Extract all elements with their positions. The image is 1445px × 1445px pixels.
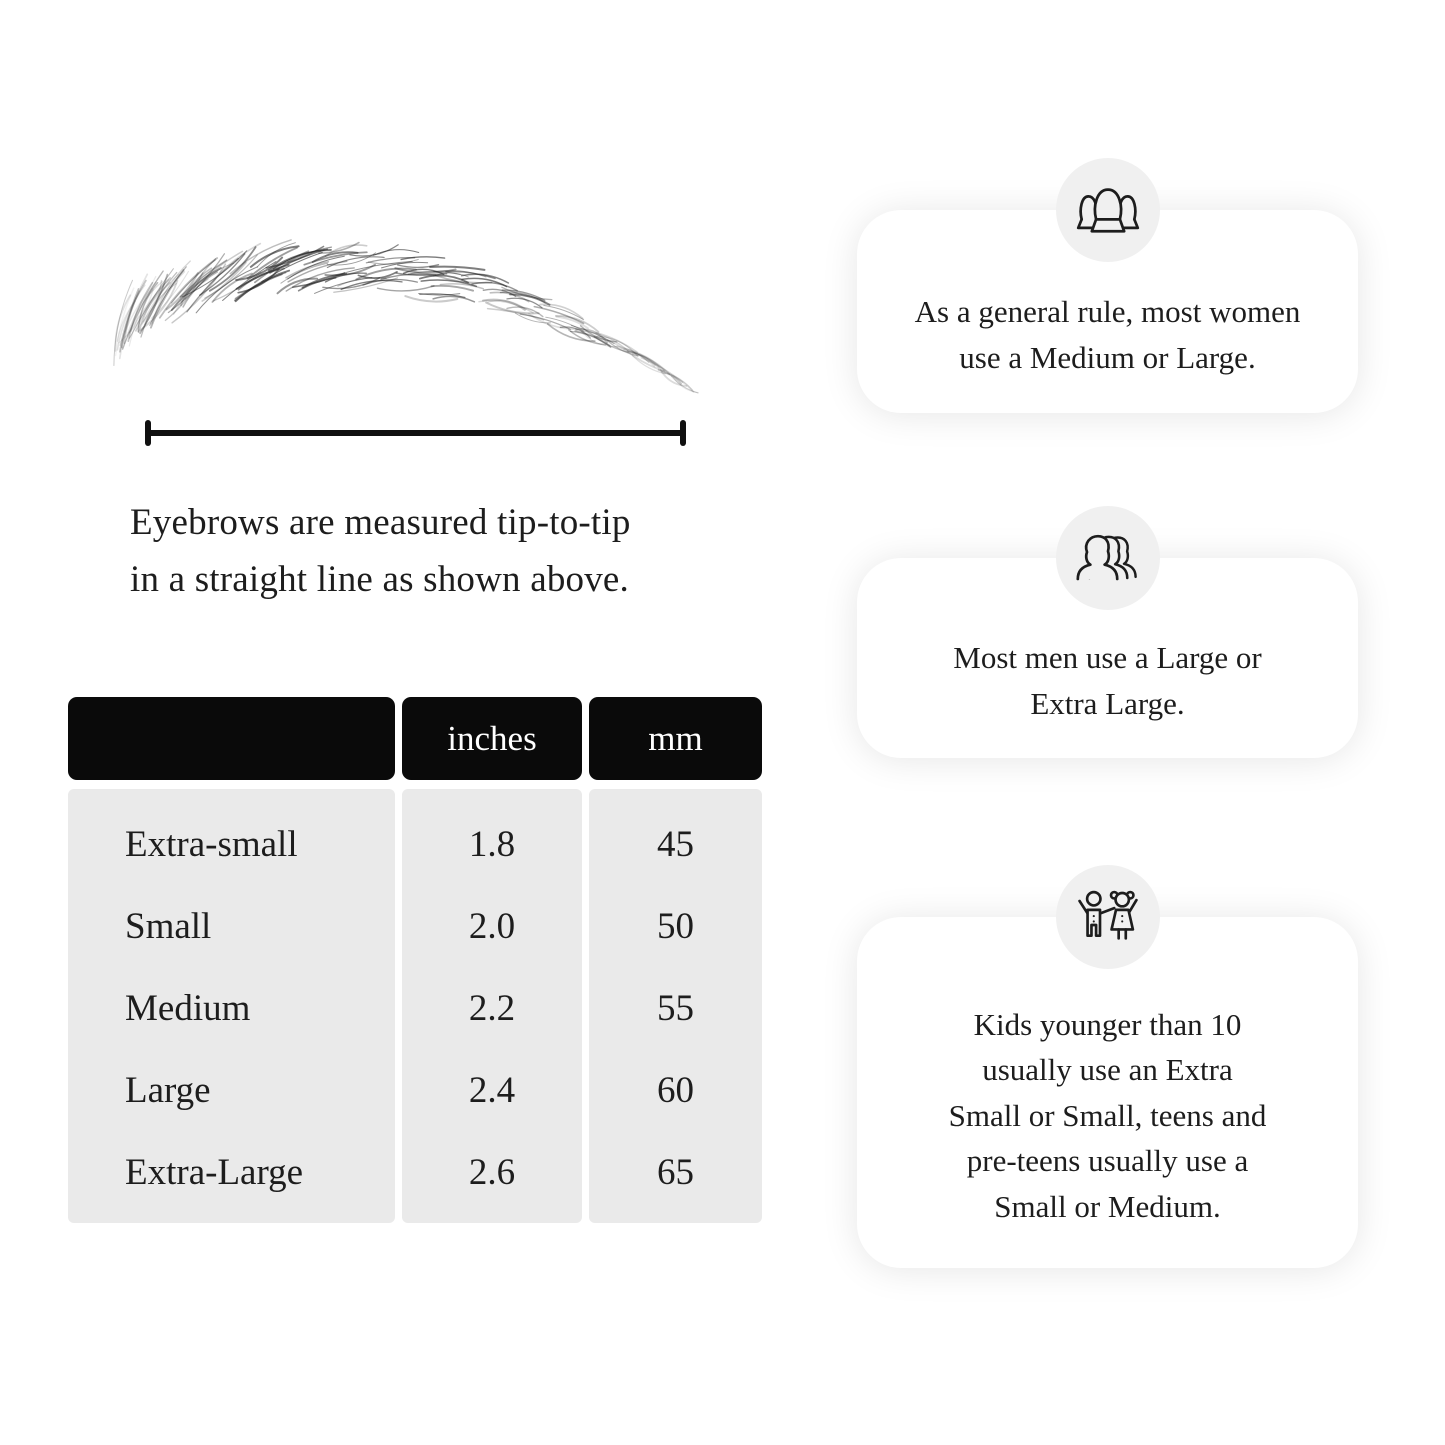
info-card-women-text (901, 243, 1315, 380)
size-label-cell: Extra-Large (125, 1151, 304, 1193)
info-card-women (857, 210, 1358, 413)
card-text-line: Kids younger than 10 (973, 1006, 1242, 1042)
inches-cell: 2.0 (468, 905, 516, 947)
inches-cell: 1.8 (468, 823, 516, 865)
info-card-kids (857, 917, 1358, 1268)
caption-line: in a straight line as shown above. (130, 559, 630, 601)
measurement-caption (130, 494, 631, 609)
card-text-line: As a general rule, most women (914, 293, 1301, 329)
mm-column (589, 789, 762, 1223)
caption-line: Eyebrows are measured tip-to-tip (130, 502, 631, 543)
info-card-kids-text (935, 956, 1281, 1230)
mm-cell: 50 (657, 905, 694, 947)
mm-cell: 55 (657, 987, 694, 1029)
card-text-line: Small or Medium. (994, 1188, 1221, 1224)
mm-cell: 65 (657, 1151, 694, 1193)
card-text-line: Most men use a Large or (953, 640, 1262, 676)
inches-column (402, 789, 582, 1223)
card-text-line: Small or Small, teens and (948, 1097, 1267, 1133)
inches-cell: 2.2 (468, 987, 516, 1029)
size-label-cell: Medium (125, 987, 251, 1029)
card-text-line: usually use an Extra (982, 1052, 1233, 1088)
measurement-line-bar (145, 430, 686, 436)
inches-cell: 2.6 (468, 1151, 516, 1193)
card-text-line: Extra Large. (1030, 686, 1185, 721)
size-label-cell: Small (125, 905, 212, 947)
size-table (68, 697, 762, 1223)
info-card-men (857, 558, 1358, 758)
card-text-line: pre-teens usually use a (966, 1143, 1249, 1179)
men-group-icon (1056, 506, 1160, 610)
card-text-line: use a Medium or Large. (959, 339, 1256, 375)
women-group-icon (1056, 158, 1160, 262)
measurement-line (145, 420, 686, 446)
size-table-header-row (68, 697, 762, 780)
table-header-size-blank (68, 697, 395, 780)
eyebrow-illustration (108, 228, 708, 408)
kids-icon (1056, 865, 1160, 969)
inches-cell: 2.4 (468, 1069, 516, 1111)
mm-cell: 60 (657, 1069, 694, 1111)
size-table-body (68, 789, 762, 1223)
mm-cell: 45 (657, 823, 694, 865)
table-header-mm: mm (589, 697, 762, 780)
eyebrow-sketch-icon (108, 228, 708, 408)
info-card-men-text (939, 589, 1276, 726)
measurement-line-right-tick (680, 420, 686, 446)
size-label-cell: Extra-small (125, 823, 298, 865)
size-label-column (68, 789, 395, 1223)
table-header-inches: inches (402, 697, 582, 780)
size-label-cell: Large (125, 1069, 211, 1111)
